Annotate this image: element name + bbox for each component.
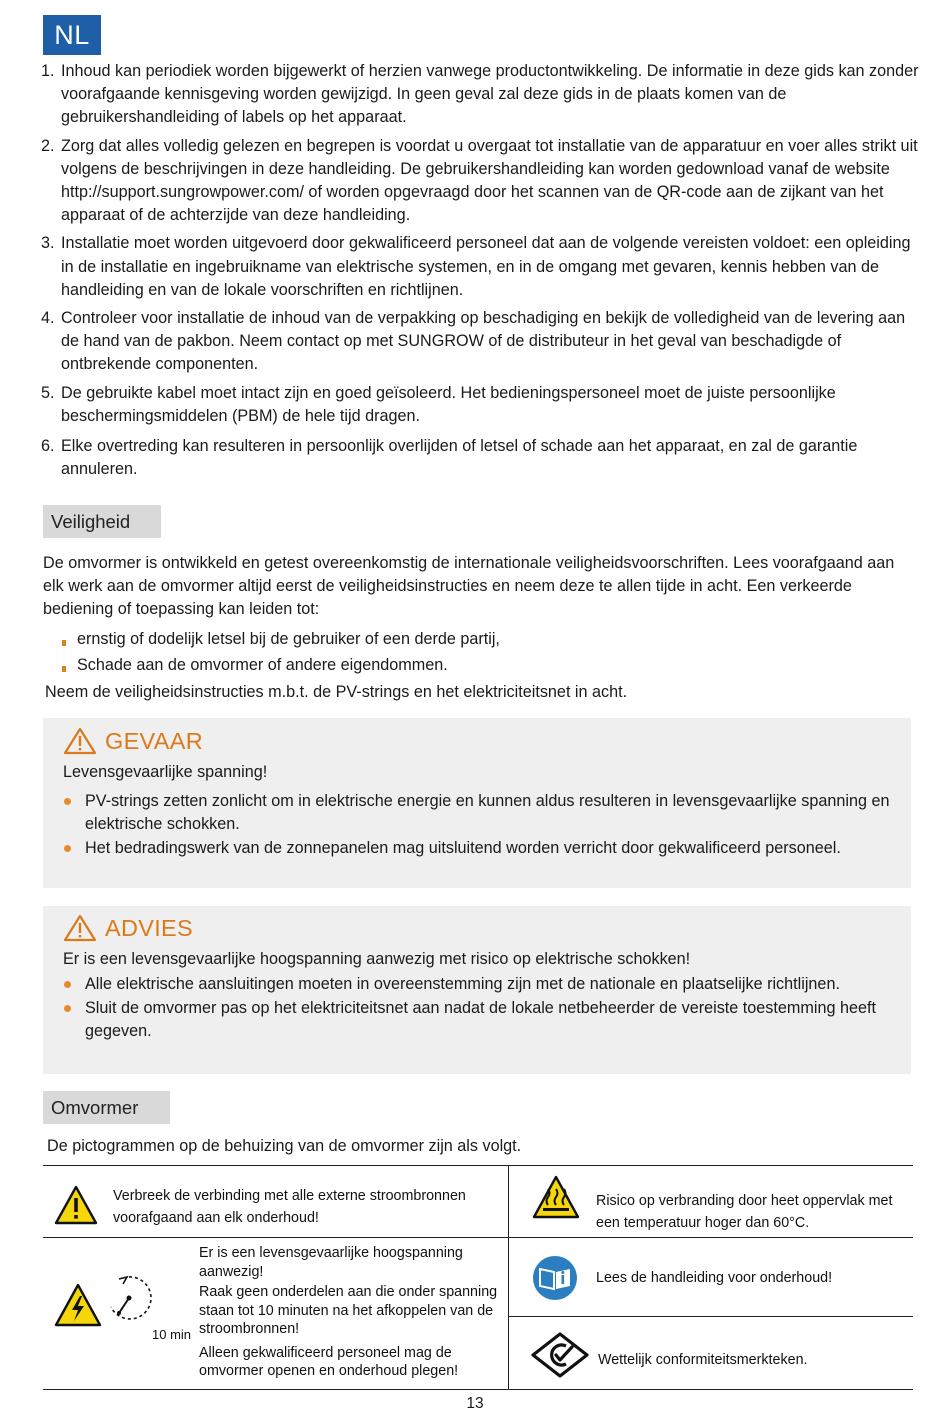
safety-closing: Neem de veiligheidsinstructies m.b.t. de PV-strings en het elektriciteitsnet in acht. (45, 683, 628, 701)
inverter-intro: De pictogrammen op de behuizing van de omvormer zijn als volgt. (47, 1137, 522, 1155)
table-divider (508, 1165, 509, 1390)
intro-list (40, 60, 920, 486)
intro-item-number: 3. (41, 234, 55, 253)
intro-item-text: Installatie moet worden uitgevoerd door gekwalificeerd personeel dat aan de volgende vereisten voldoet: een opleiding in de installatie en ingebruikname van elektrische systemen, en in de omgang met gevaren, kennis hebben van de handleiding en van de lokale voorschriften en richtlijnen. (61, 234, 911, 299)
danger-title-row (63, 727, 203, 755)
disconnect-text: Verbreek de verbinding met alle externe stroombronnen voorafgaand aan elk onderhoud! (113, 1188, 466, 1226)
high-voltage-text-2: Raak geen onderdelen aan die onder spanning staan tot 10 minuten na het afkoppelen van de stroombronnen! (199, 1284, 498, 1337)
timer-icon (105, 1273, 153, 1323)
bullet-dot-icon (64, 798, 71, 805)
symbols-table (43, 1165, 913, 1390)
list-item-text: Schade aan de omvormer of andere eigendommen. (77, 656, 448, 675)
safety-heading: Veiligheid (43, 505, 161, 538)
language-badge: NL (43, 15, 101, 55)
safety-consequence-list (60, 628, 500, 680)
list-item (63, 790, 903, 836)
square-bullet-icon (62, 640, 66, 646)
inverter-heading: Omvormer (43, 1091, 170, 1124)
intro-item-number: 1. (41, 62, 55, 80)
danger-lead: Levensgevaarlijke spanning! (63, 763, 268, 781)
general-warning-icon (54, 1185, 98, 1225)
list-item (63, 837, 903, 860)
intro-item-text: Elke overtreding kan resulteren in persoonlijk overlijden of letsel of schade aan het apparaat, en zal de garantie annuleren. (61, 437, 858, 479)
advice-bullet-list (63, 973, 903, 1045)
high-voltage-icon (54, 1283, 102, 1327)
table-divider (508, 1316, 913, 1317)
manual-text: Lees de handleiding voor onderhoud! (596, 1270, 833, 1286)
high-voltage-text (199, 1244, 503, 1381)
list-item (63, 973, 903, 996)
warning-triangle-icon (63, 914, 97, 942)
intro-item-number: 6. (41, 437, 55, 456)
list-item-text: Sluit de omvormer pas op het elektriciteitsnet aan nadat de lokale netbeheerder de vereiste toestemming heeft gegeven. (85, 999, 876, 1041)
page-number: 13 (466, 1395, 484, 1412)
list-item (60, 654, 500, 677)
intro-item (40, 435, 920, 481)
danger-title: GEVAAR (105, 727, 204, 754)
rcm-conformity-icon (530, 1331, 590, 1379)
list-item-text: Alle elektrische aansluitingen moeten in overeenstemming zijn met de nationale en plaatselijke richtlijnen. (85, 975, 840, 993)
warning-triangle-icon (63, 727, 97, 755)
read-manual-icon (532, 1255, 578, 1301)
square-bullet-icon (62, 666, 66, 672)
list-item-text: PV-strings zetten zonlicht om in elektrische energie en kunnen aldus resulteren in levensgevaarlijke spanning en elektrische schokken. (85, 792, 890, 834)
intro-item-text: De gebruikte kabel moet intact zijn en goed geïsoleerd. Het bedieningspersoneel moet de juiste persoonlijke beschermingsmiddelen (PBM) de hele tijd dragen. (61, 383, 836, 425)
hot-surface-icon (532, 1175, 580, 1219)
intro-item (40, 307, 920, 377)
advice-title-row (63, 914, 193, 942)
intro-item (40, 382, 920, 428)
intro-item (40, 60, 920, 130)
high-voltage-text-3: Alleen gekwalificeerd personeel mag de omvormer openen en onderhoud plegen! (199, 1344, 459, 1379)
advice-title: ADVIES (105, 914, 193, 941)
intro-item-number: 2. (41, 136, 55, 155)
bullet-dot-icon (64, 845, 71, 852)
intro-item-number: 4. (41, 309, 55, 328)
bullet-dot-icon (64, 1005, 71, 1012)
advice-box (43, 906, 911, 1074)
intro-item (40, 135, 920, 228)
danger-bullet-list (63, 790, 903, 862)
intro-item-text: Controleer voor installatie de inhoud van de verpakking op beschadiging en bekijk de volledigheid van de levering aan de hand van de pakbon. Neem contact op met SUNGROW of de distributeur in het geval van beschadigde of ontbrekende componenten. (61, 309, 906, 374)
high-voltage-text-1: Er is een levensgevaarlijke hoogspanning aanwezig! (199, 1245, 463, 1280)
bullet-dot-icon (64, 981, 71, 988)
list-item-text: ernstig of dodelijk letsel bij de gebruiker of een derde partij, (77, 630, 500, 648)
intro-item-text: Inhoud kan periodiek worden bijgewerkt of herzien vanwege productontwikkeling. De informatie in deze gids kan zonder voorafgaande kennisgeving worden gewijzigd. In geen geval zal deze gids in de plaats komen van de gebruikershandleiding of labels op het apparaat. (61, 62, 919, 127)
list-item (63, 997, 903, 1043)
hot-surface-text: Risico op verbranding door heet oppervlak met een temperatuur hoger dan 60°C. (596, 1193, 893, 1231)
table-border (43, 1389, 913, 1390)
table-border (43, 1165, 913, 1166)
list-item (60, 628, 500, 651)
advice-lead: Er is een levensgevaarlijke hoogspanning aanwezig met risico op elektrische schokken! (63, 950, 691, 968)
timer-label: 10 min (152, 1327, 192, 1342)
intro-item-number: 5. (41, 383, 55, 402)
safety-paragraph: De omvormer is ontwikkeld en getest overeenkomstig de internationale veiligheidsvoorschriften. Lees voorafgaand aan elk werk aan de omvormer altijd eerst de veiligheidsinstructies en neem deze te allen tijde in acht. Een verkeerde bediening of toepassing kan leiden tot: (43, 554, 895, 619)
intro-item (40, 232, 920, 302)
intro-item-text: Zorg dat alles volledig gelezen en begrepen is voordat u overgaat tot installatie van de apparatuur en voer alles strikt uit volgens de beschrijvingen in deze handleiding. De gebruikershandleiding kan worden gedownload vanaf de website http://support.sungrowpower.com/ of worden opgevraagd door het scannen van de QR-code aan de zijkant van het apparaat of de achterzijde van deze handleiding. (61, 136, 918, 225)
danger-box (43, 718, 911, 888)
table-divider (43, 1237, 913, 1238)
conformity-text: Wettelijk conformiteitsmerkteken. (598, 1352, 808, 1368)
list-item-text: Het bedradingswerk van de zonnepanelen mag uitsluitend worden verricht door gekwalificeerd personeel. (85, 839, 841, 858)
